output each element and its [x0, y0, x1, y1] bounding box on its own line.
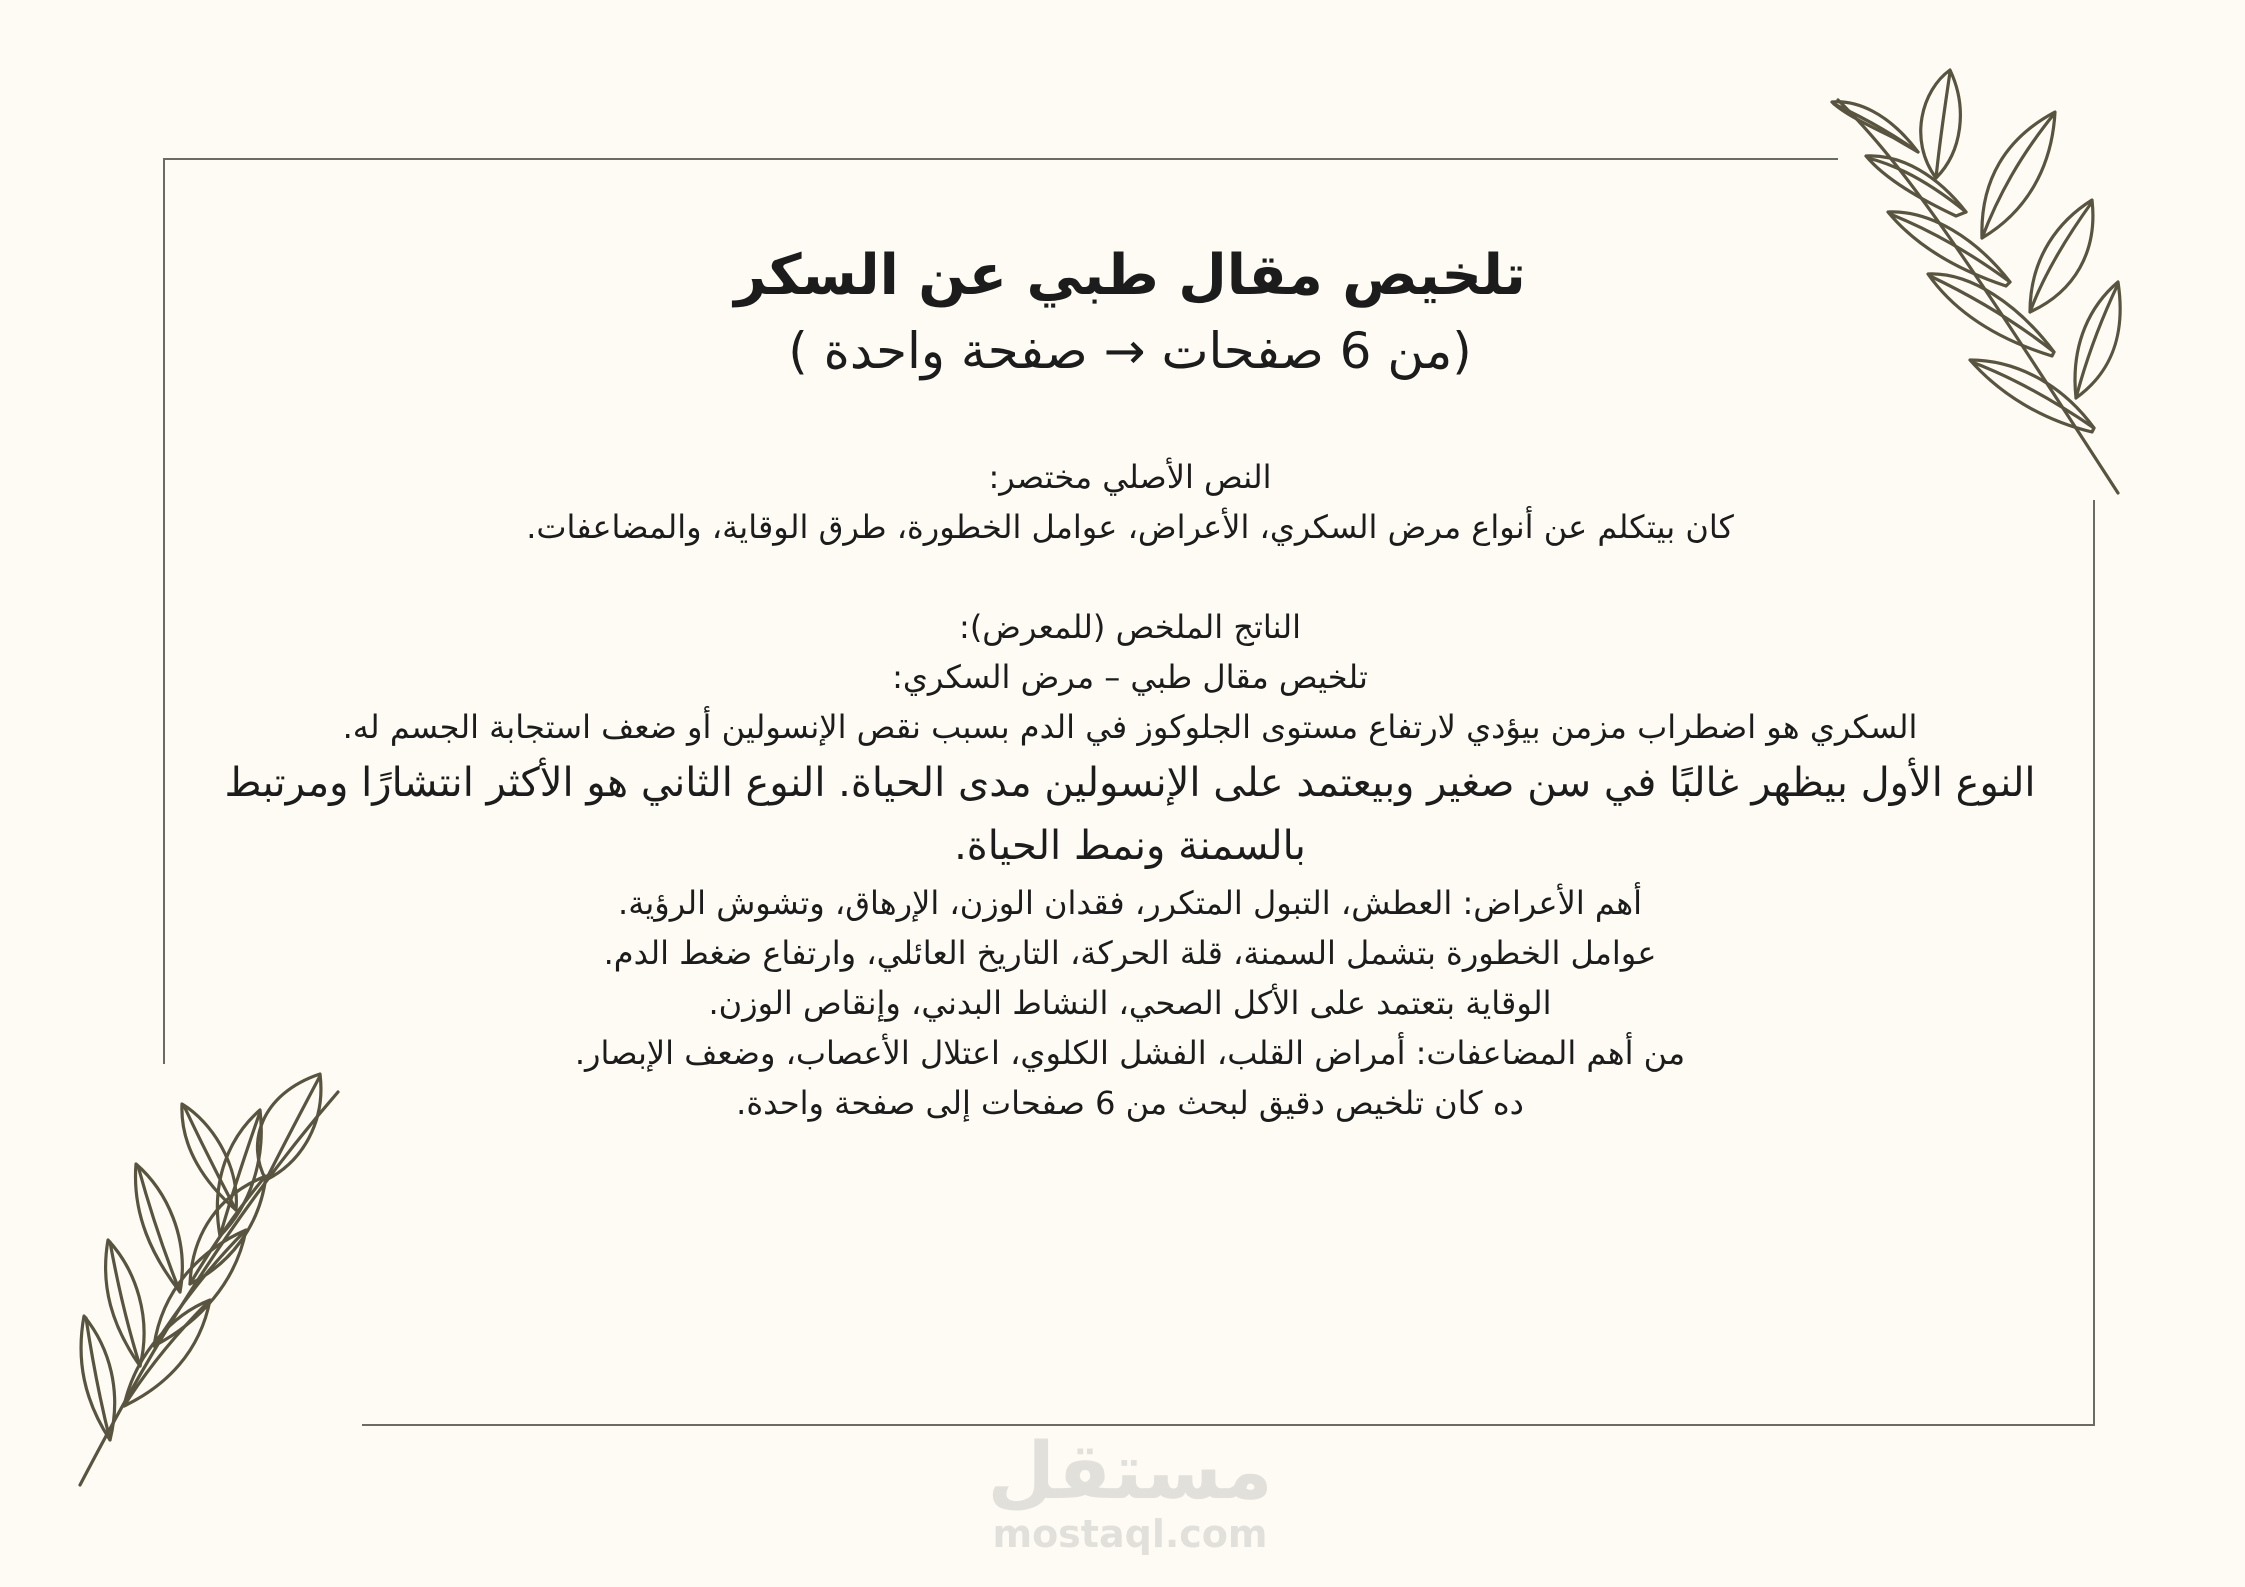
frame-left-line	[163, 158, 165, 1064]
page-title: تلخيص مقال طبي عن السكر	[734, 243, 1526, 308]
page-subtitle: (من 6 صفحات → صفحة واحدة )	[788, 322, 1472, 380]
watermark-latin: mostaql.com	[992, 1512, 1268, 1556]
original-heading: النص الأصلي مختصر:	[988, 458, 1272, 496]
summary-line: ده كان تلخيص دقيق لبحث من 6 صفحات إلى صفحة واحدة.	[736, 1084, 1524, 1122]
summary-heading: تلخيص مقال طبي – مرض السكري:	[892, 658, 1368, 696]
original-text: كان بيتكلم عن أنواع مرض السكري، الأعراض، عوامل الخطورة، طرق الوقاية، والمضاعفات.	[526, 508, 1734, 546]
frame-right-line	[2093, 500, 2095, 1426]
summary-line: الوقاية بتعتمد على الأكل الصحي، النشاط البدني، وإنقاص الوزن.	[708, 984, 1552, 1022]
frame-top-line	[163, 158, 1838, 160]
frame-bottom-line	[362, 1424, 2095, 1426]
summary-line: عوامل الخطورة بتشمل السمنة، قلة الحركة، التاريخ العائلي، وارتفاع ضغط الدم.	[603, 934, 1657, 972]
summary-line: النوع الأول بيظهر غالبًا في سن صغير وبيعتمد على الإنسولين مدى الحياة. النوع الثاني هو الأكثر انتشارًا ومرتبط بالسمنة ونمط الحياة.	[224, 760, 2036, 869]
summary-line: من أهم المضاعفات: أمراض القلب، الفشل الكلوي، اعتلال الأعصاب، وضعف الإبصار.	[574, 1034, 1686, 1072]
watermark	[960, 1427, 1300, 1556]
summary-line: أهم الأعراض: العطش، التبول المتكرر، فقدان الوزن، الإرهاق، وتشوش الرؤية.	[618, 884, 1642, 922]
result-heading: الناتج الملخص (للمعرض):	[959, 608, 1301, 646]
paragraph-gap	[170, 552, 2090, 602]
document-content	[170, 240, 2090, 1128]
summary-line: السكري هو اضطراب مزمن بيؤدي لارتفاع مستوى الجلوكوز في الدم بسبب نقص الإنسولين أو ضعف استجابة الجسم له.	[342, 708, 1918, 746]
body-text	[170, 452, 2090, 1128]
watermark-arabic: مستقل	[987, 1427, 1273, 1517]
